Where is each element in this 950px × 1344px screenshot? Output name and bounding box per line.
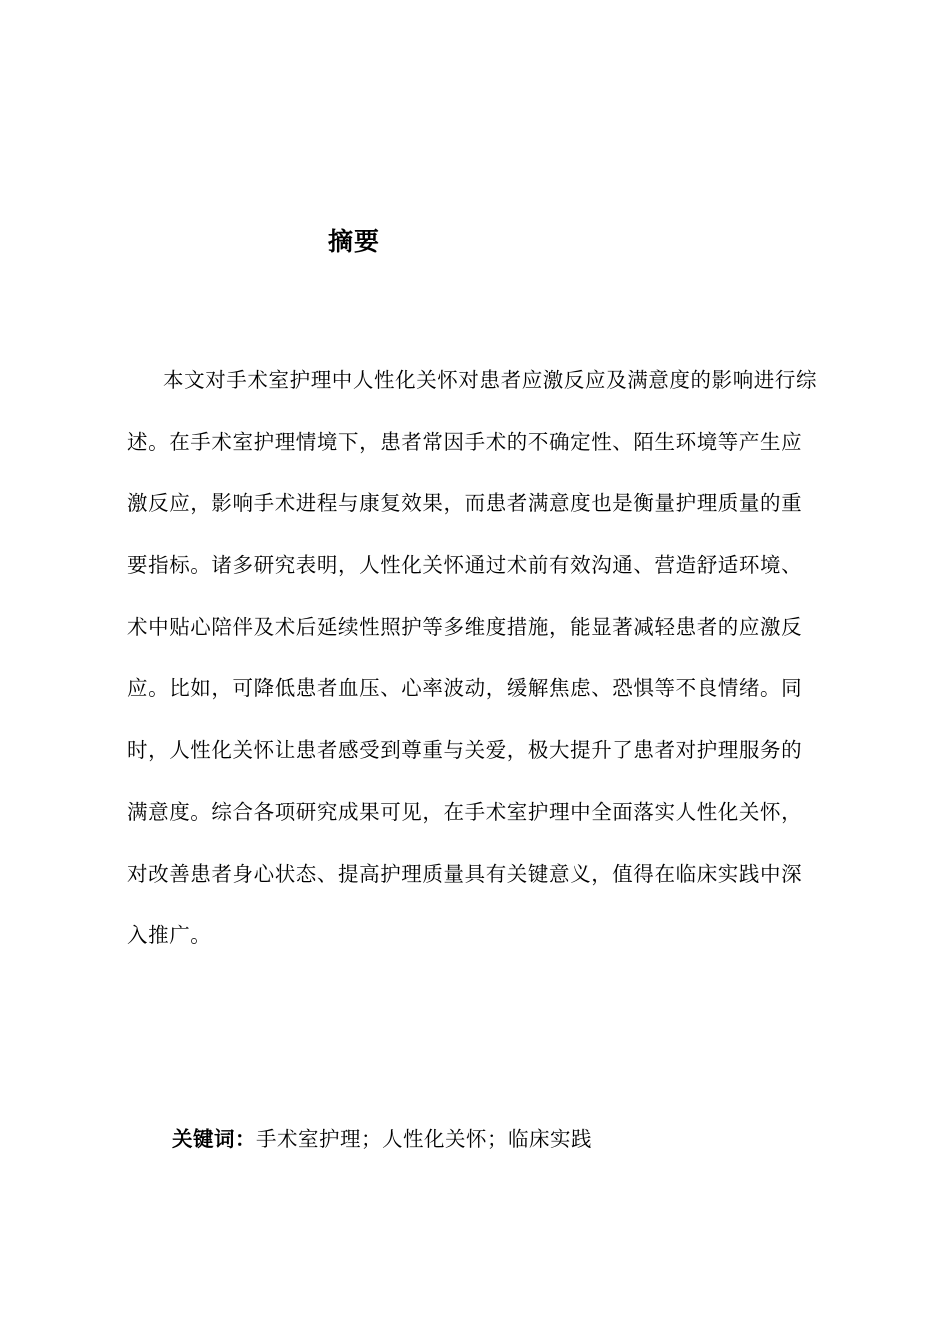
abstract-line: 述。在手术室护理情境下，患者常因手术的不确定性、陌生环境等产生应 [127, 429, 803, 454]
page-title: 摘要 [328, 227, 381, 256]
abstract-line: 术中贴心陪伴及术后延续性照护等多维度措施，能显著减轻患者的应激反 [127, 614, 803, 639]
abstract-line: 对改善患者身心状态、提高护理质量具有关键意义，值得在临床实践中深 [127, 861, 803, 886]
abstract-line: 入推广。 [127, 923, 212, 948]
abstract-line: 满意度。综合各项研究成果可见，在手术室护理中全面落实人性化关怀， [127, 799, 803, 824]
keywords-label: 关键词： [172, 1127, 256, 1151]
abstract-line: 时，人性化关怀让患者感受到尊重与关爱，极大提升了患者对护理服务的 [127, 738, 803, 763]
abstract-line: 本文对手术室护理中人性化关怀对患者应激反应及满意度的影响进行综 [163, 368, 818, 392]
abstract-line: 应。比如，可降低患者血压、心率波动，缓解焦虑、恐惧等不良情绪。同 [127, 676, 803, 701]
abstract-body [127, 355, 867, 972]
abstract-line: 要指标。诸多研究表明，人性化关怀通过术前有效沟通、营造舒适环境、 [127, 553, 803, 578]
abstract-line: 激反应，影响手术进程与康复效果，而患者满意度也是衡量护理质量的重 [127, 491, 803, 516]
keywords-row [172, 1119, 592, 1159]
keywords-text: 手术室护理；人性化关怀；临床实践 [256, 1127, 592, 1151]
